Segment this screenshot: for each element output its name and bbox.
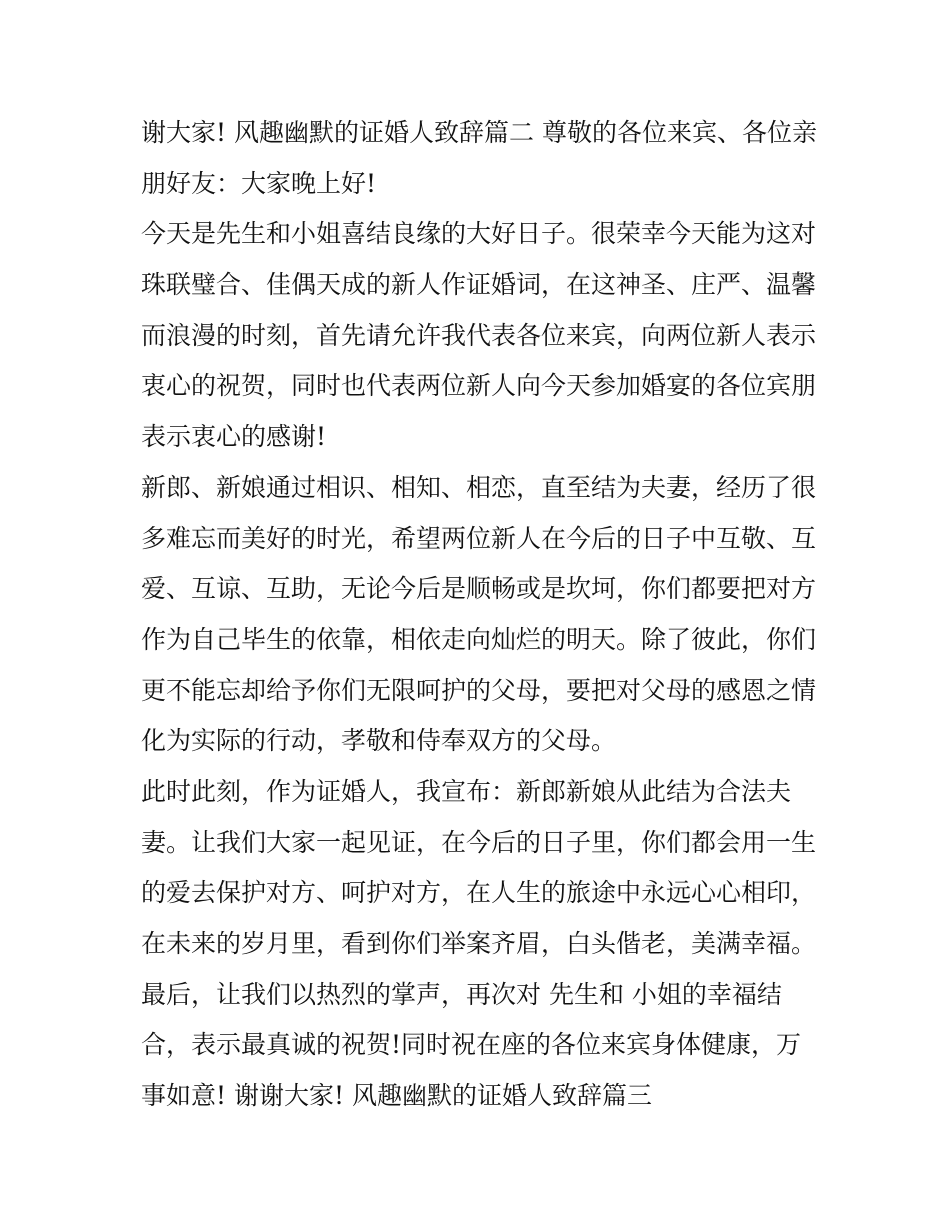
text-line: 最后，让我们以热烈的掌声，再次对 先生和 小姐的幸福结 [141,979,782,1009]
text-line: 在未来的岁月里，看到你们举案齐眉，白头偕老，美满幸福。 [141,929,817,958]
text-line: 朋好友：大家晚上好! [141,168,377,198]
text-line: 更不能忘却给予你们无限呵护的父母，要把对父母的感恩之情 [141,675,817,705]
text-line: 的爱去保护对方、呵护对方，在人生的旅途中永远心心相印， [141,878,817,908]
text-line: 作为自己毕生的依靠，相依走向灿烂的明天。除了彼此，你们 [141,624,817,654]
text-line: 今天是先生和小姐喜结良缘的大好日子。很荣幸今天能为这对 [141,219,817,249]
text-line: 妻。让我们大家一起见证，在今后的日子里，你们都会用一生 [141,827,817,857]
text-line: 珠联璧合、佳偶天成的新人作证婚词，在这神圣、庄严、温馨 [141,270,817,300]
text-line: 衷心的祝贺，同时也代表两位新人向今天参加婚宴的各位宾朋 [141,371,817,401]
text-line: 表示衷心的感谢! [141,422,327,452]
text-line: 而浪漫的时刻，首先请允许我代表各位来宾，向两位新人表示 [141,320,817,350]
text-line: 事如意! 谢谢大家! 风趣幽默的证婚人致辞篇三 [141,1081,652,1111]
text-line: 爱、互谅、互助，无论今后是顺畅或是坎坷，你们都要把对方 [141,574,817,604]
text-line: 多难忘而美好的时光，希望两位新人在今后的日子中互敬、互 [141,523,817,553]
text-line: 化为实际的行动，孝敬和侍奉双方的父母。 [141,726,617,756]
text-line: 新郎、新娘通过相识、相知、相恋，直至结为夫妻，经历了很 [141,472,817,502]
text-line: 此时此刻，作为证婚人，我宣布：新郎新娘从此结为合法夫 [141,776,792,806]
text-line: 谢大家! 风趣幽默的证婚人致辞篇二 尊敬的各位来宾、各位亲 [141,118,817,147]
text-line: 合，表示最真诚的祝贺!同时祝在座的各位来宾身体健康，万 [141,1030,802,1060]
document-body [141,108,821,1122]
